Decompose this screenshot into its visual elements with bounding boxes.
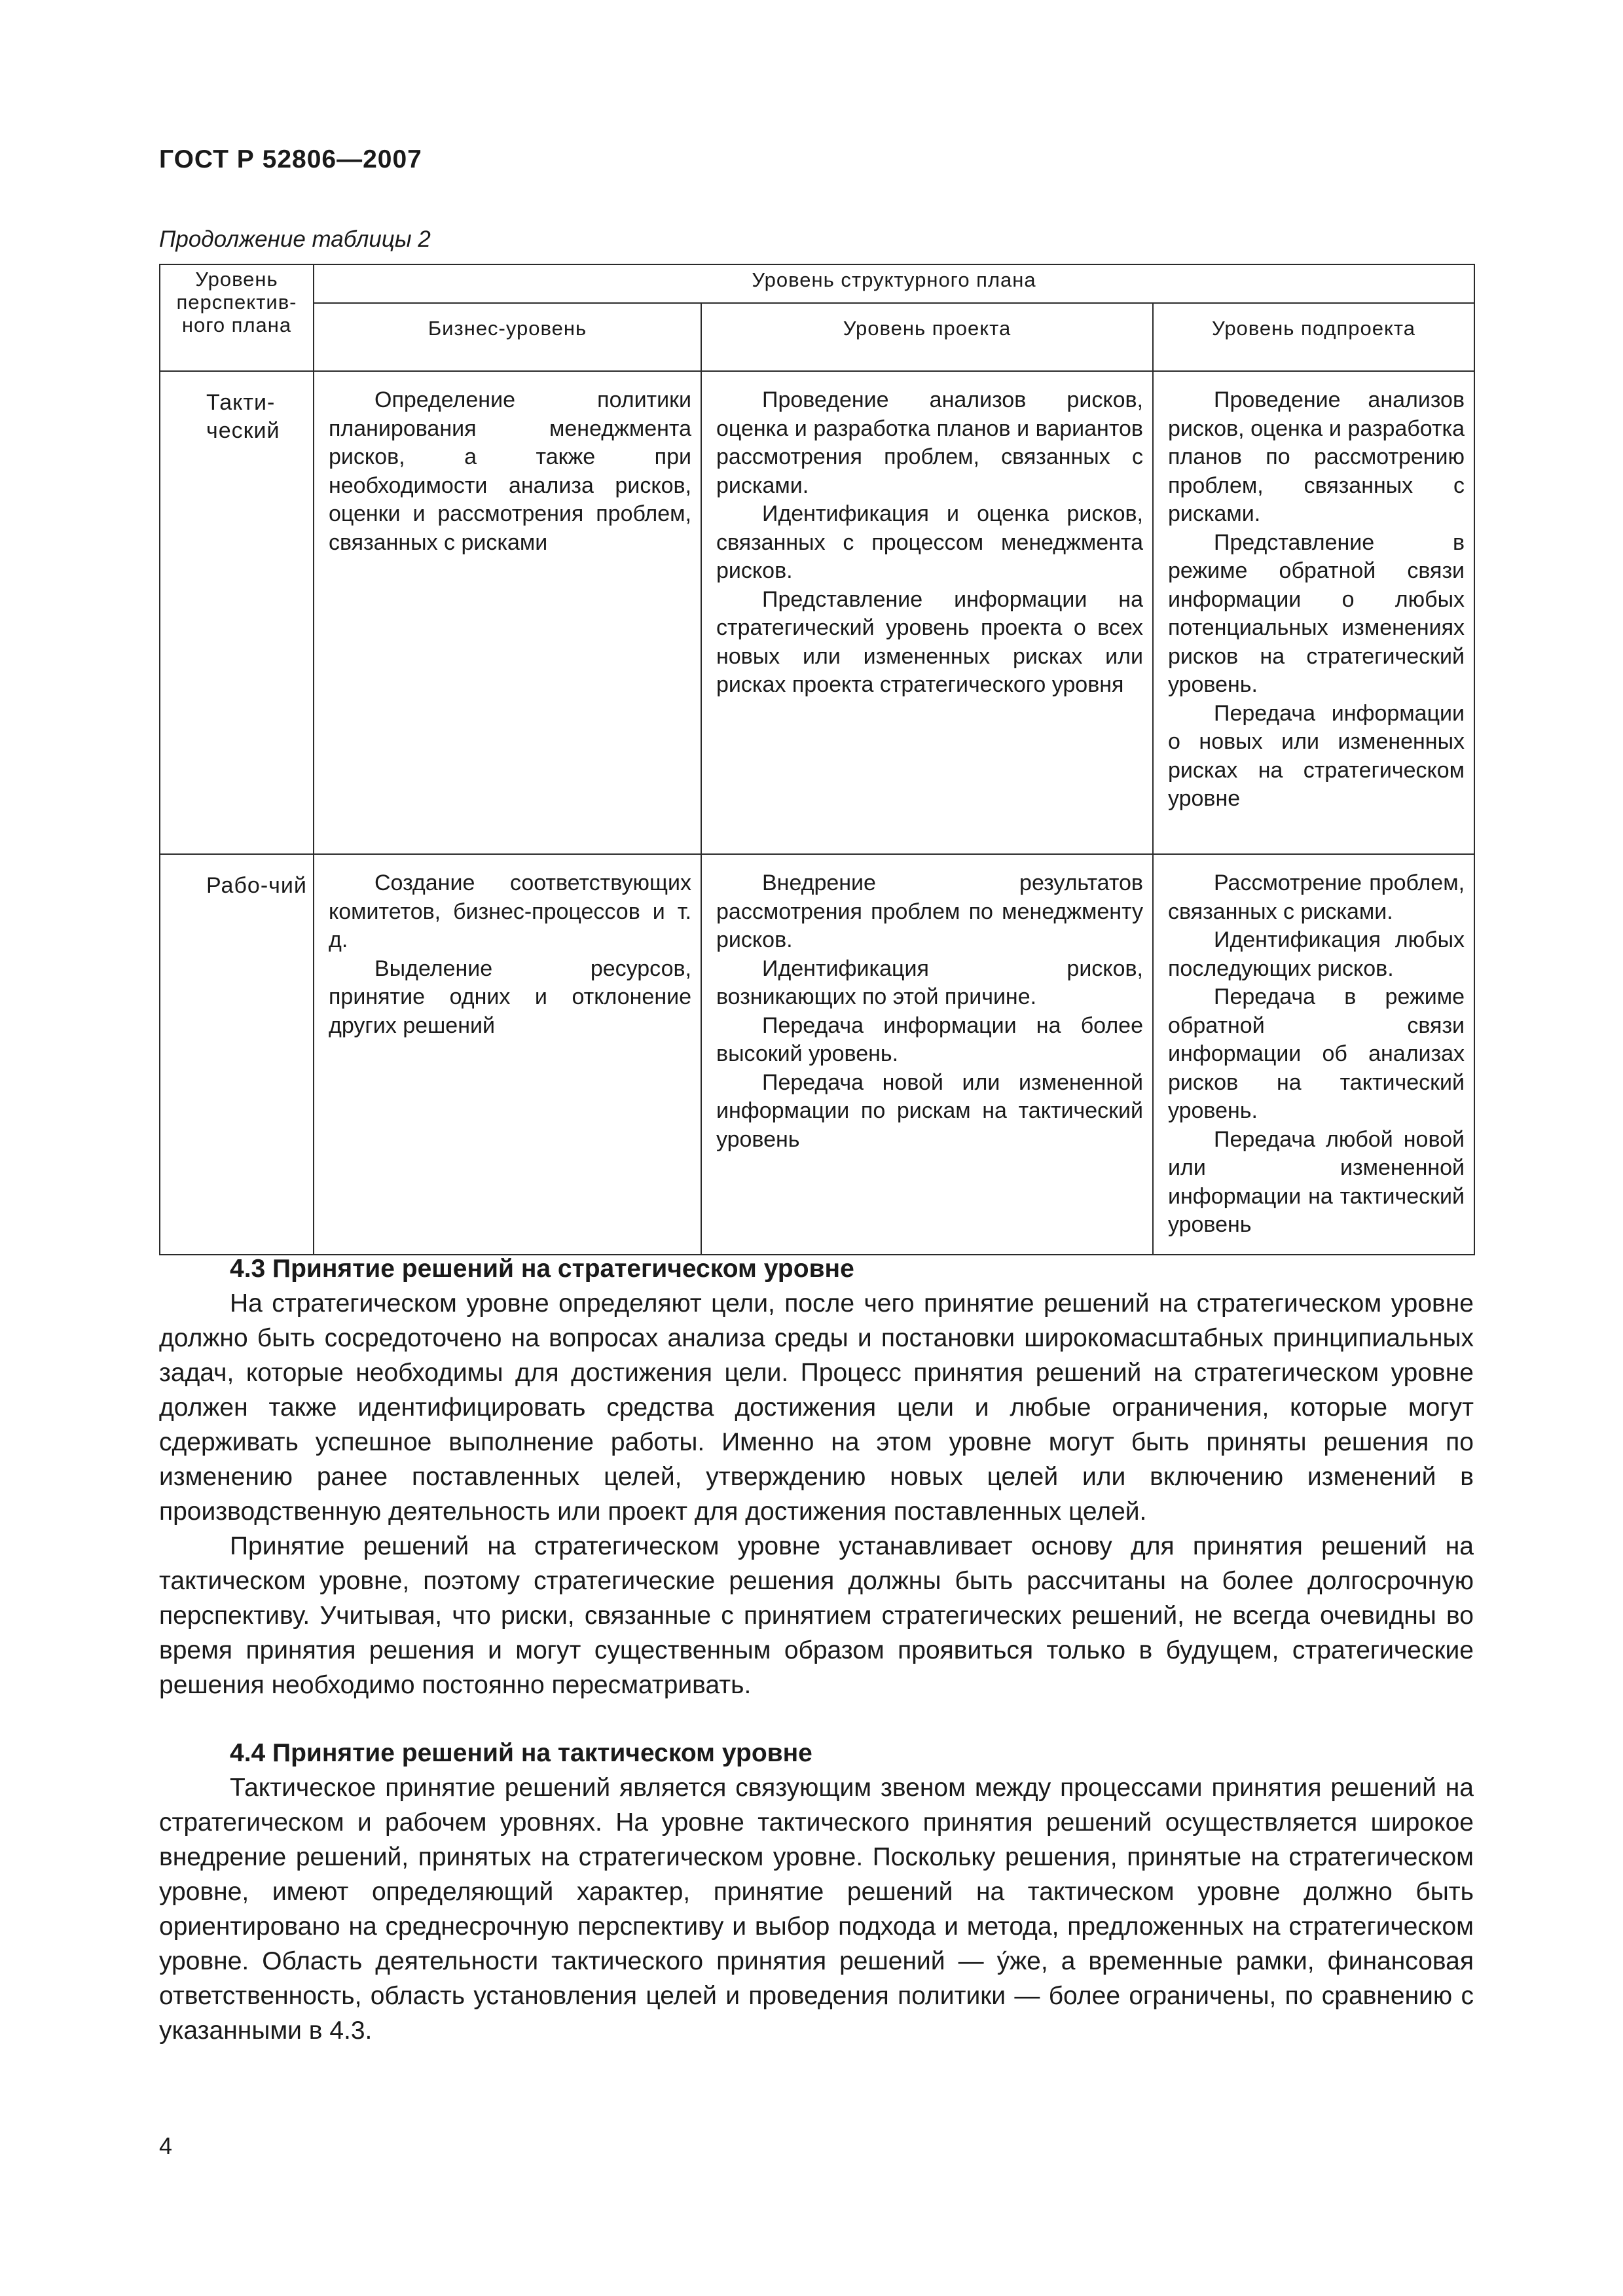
cell-paragraph: Рассмотрение проблем, связанных с рисками.: [1168, 870, 1465, 924]
header-project-level: Уровень проекта: [701, 303, 1153, 371]
level-cell: Рабо-чий: [160, 854, 314, 1255]
body-paragraph: Тактическое принятие решений является связующим звеном между процессами принятия решений на стратегическом и рабочем уровнях. На уровне тактического принятия решений осуществляется широкое внедрение решений, принятых на стратегическом уровне. Поскольку решения, принятые на стратегическом уровне, имеют определяющий характер, принятие решений на тактическом уровне должно быть ориентировано на среднесрочную перспективу и выбор подхода и метода, предложенных на стратегическом уровне. Область деятельности тактического принятия решений — у́же, а временные рамки, финансовая ответственность, область установления целей и проведения политики — более ограничены, по сравнению с указанными в 4.3.: [159, 1774, 1474, 2045]
cell-paragraph: Внедрение результатов рассмотрения проблем по менеджменту рисков.: [716, 870, 1143, 952]
cell-paragraph: Выделение ресурсов, принятие одних и отклонение других решений: [329, 956, 691, 1038]
cell-paragraph: Передача информации на более высокий уровень.: [716, 1013, 1143, 1066]
subproject-cell: [1153, 854, 1474, 1255]
cell-paragraph: Представление информации на стратегический уровень проекта о всех новых или измененных рисках или рисках проекта стратегического уровня: [716, 586, 1143, 697]
cell-paragraph: Представление в режиме обратной связи информации о любых потенциальных изменениях рисков на стратегический уровень.: [1168, 529, 1465, 697]
cell-paragraph: Создание соответствующих комитетов, бизнес-процессов и т. д.: [329, 870, 691, 952]
page-number: 4: [159, 2132, 173, 2159]
header-subproject-level: Уровень подпроекта: [1153, 303, 1474, 371]
header-perspective-level: Уровень перспектив-ного плана: [160, 264, 314, 371]
project-cell: [701, 371, 1153, 854]
section-heading: 4.3 Принятие решений на стратегическом уровне: [230, 1255, 854, 1283]
body-paragraph: На стратегическом уровне определяют цели, после чего принятие решений на стратегическом уровне должно быть сосредоточено на вопросах анализа среды и постановки широкомасштабных принципиальных задач, которые необходимы для достижения цели. Процесс принятия решений на стратегическом уровне должен также идентифицировать средства достижения цели и любые ограничения, которые могут сдерживать успешное выполнение работы. Именно на этом уровне могут быть приняты решения по изменению ранее поставленных целей, утверждению новых целей или включению изменений в производственную деятельность или проект для достижения поставленных целей.: [159, 1289, 1474, 1526]
cell-paragraph: Передача любой новой или измененной информации на тактический уровень: [1168, 1126, 1465, 1237]
header-structural-plan: Уровень структурного плана: [314, 264, 1474, 303]
cell-paragraph: Идентификация и оценка рисков, связанных с процессом менеджмента рисков.: [716, 501, 1143, 583]
table-caption: Продолжение таблицы 2: [159, 226, 431, 252]
cell-paragraph: Проведение анализов рисков, оценка и разработка планов и вариантов рассмотрения проблем, связанных с рисками.: [716, 387, 1143, 498]
level-cell: Такти-ческий: [160, 371, 314, 854]
cell-paragraph: Идентификация любых последующих рисков.: [1168, 927, 1465, 981]
cell-paragraph: Идентификация рисков, возникающих по этой причине.: [716, 956, 1143, 1009]
section-heading: 4.4 Принятие решений на тактическом уровне: [230, 1739, 812, 1767]
risk-management-table: [159, 264, 1475, 1255]
cell-paragraph: Проведение анализов рисков, оценка и разработка планов по рассмотрению проблем, связанных с рисками.: [1168, 387, 1465, 526]
section-4-4: [159, 1736, 1474, 2048]
cell-paragraph: Передача информации о новых или измененных рисках на стратегическом уровне: [1168, 700, 1465, 811]
subproject-cell: [1153, 371, 1474, 854]
body-paragraph: Принятие решений на стратегическом уровне устанавливает основу для принятия решений на тактическом уровне, поэтому стратегические решения должны быть рассчитаны на более долгосрочную перспективу. Учитывая, что риски, связанные с принятием стратегических решений, не всегда очевидны во время принятия решения и могут существенным образом проявиться только в будущем, стратегические решения необходимо постоянно пересматривать.: [159, 1532, 1474, 1699]
business-cell: [314, 854, 701, 1255]
cell-paragraph: Передача в режиме обратной связи информации об анализах рисков на тактический уровень.: [1168, 984, 1465, 1123]
cell-paragraph: Определение политики планирования менеджмента рисков, а также при необходимости анализа рисков, оценки и рассмотрения проблем, связанных с рисками: [329, 387, 691, 555]
project-cell: [701, 854, 1153, 1255]
header-business-level: Бизнес-уровень: [314, 303, 701, 371]
business-cell: [314, 371, 701, 854]
cell-paragraph: Передача новой или измененной информации по рискам на тактический уровень: [716, 1069, 1143, 1152]
section-4-3: [159, 1251, 1474, 1702]
standard-header: ГОСТ Р 52806—2007: [159, 145, 422, 173]
table-row-work: [160, 854, 1474, 1255]
table-row-tactical: [160, 371, 1474, 854]
